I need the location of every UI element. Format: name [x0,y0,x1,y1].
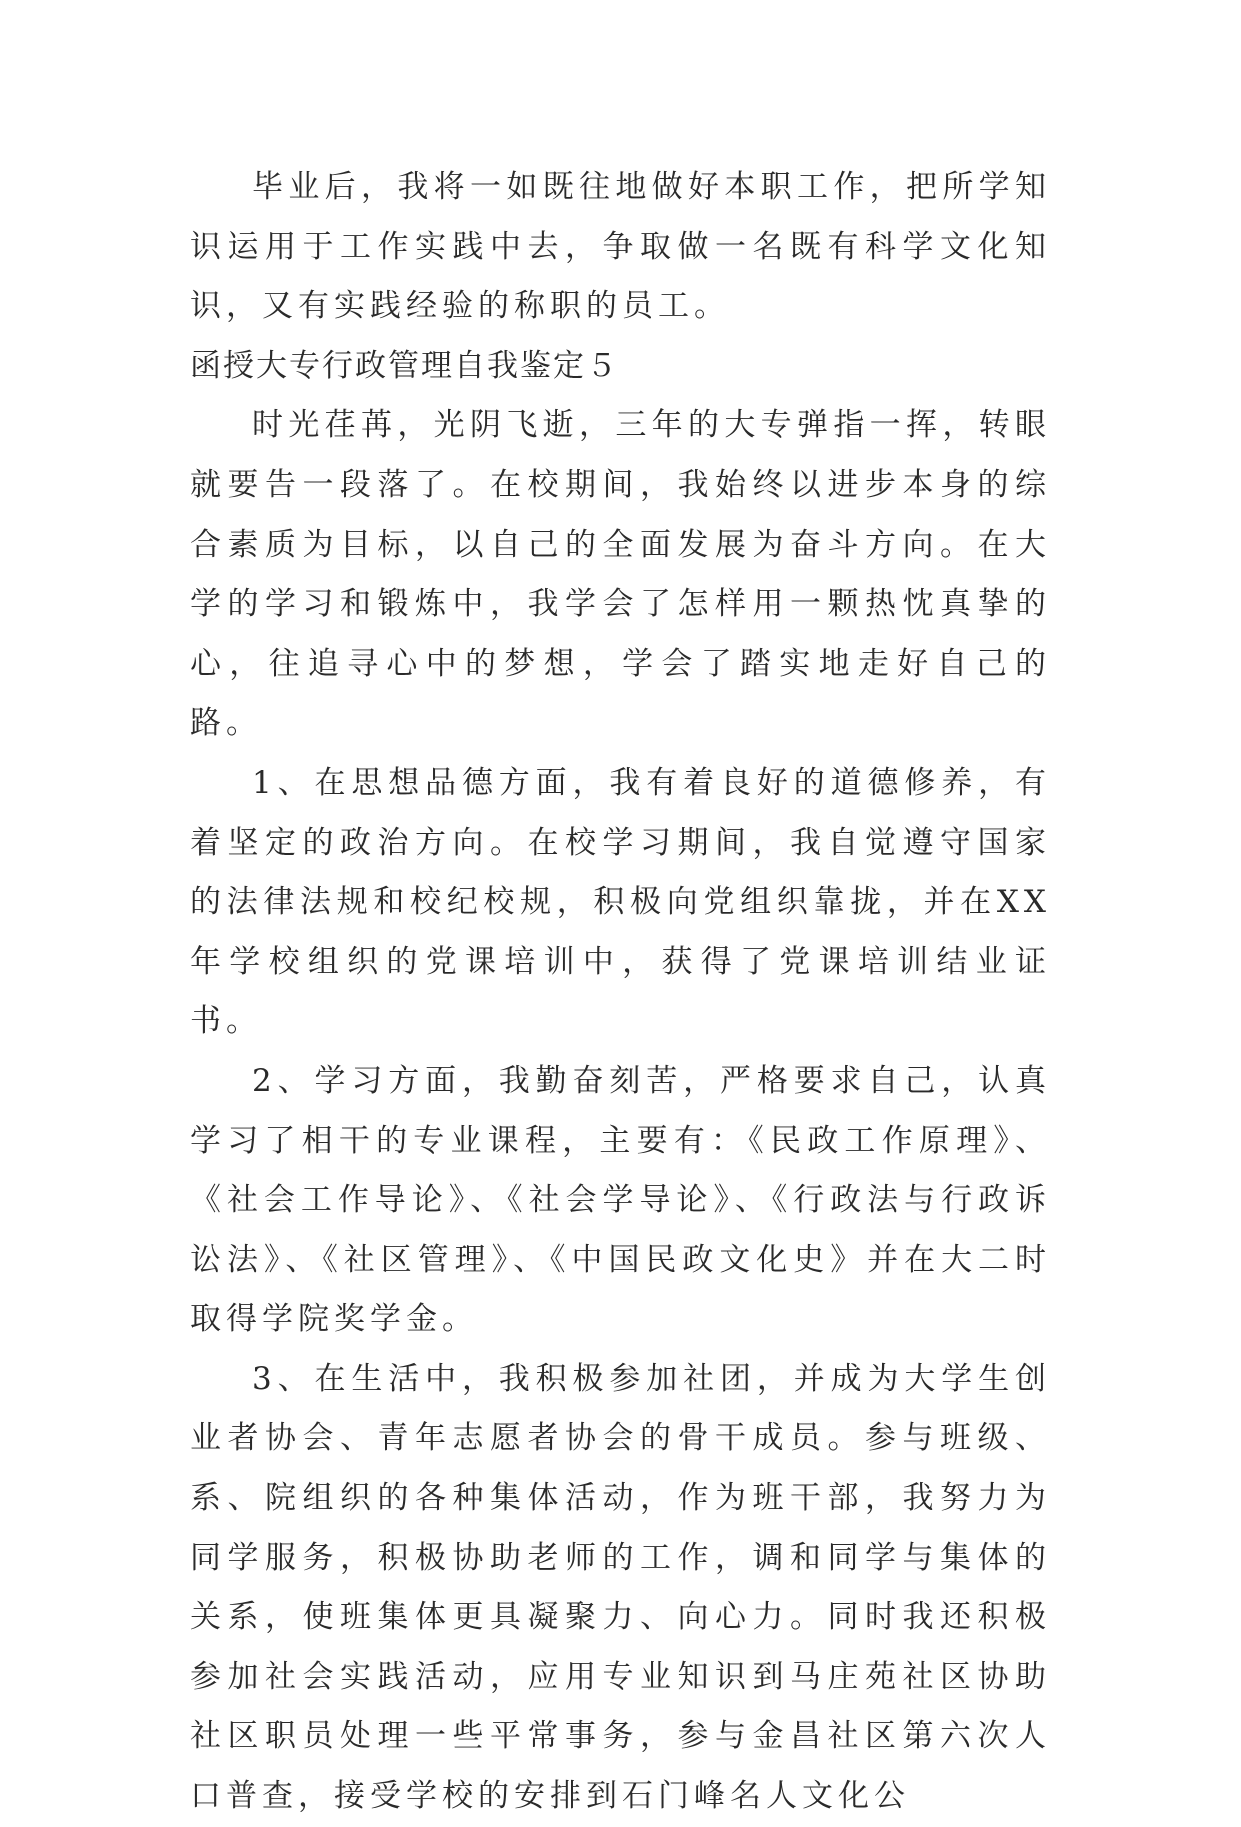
paragraph-ideology: 1、在思想品德方面，我有着良好的道德修养，有着坚定的政治方向。在校学习期间，我自觉遵守国家的法律法规和校纪校规，积极向党组织靠拢，并在XX年学校组织的党课培训中，获得了党课培训结业证书。 [190,764,1051,1040]
paragraph-life: 3、在生活中，我积极参加社团，并成为大学生创业者协会、青年志愿者协会的骨干成员。参与班级、系、院组织的各种集体活动，作为班干部，我努力为同学服务，积极协助老师的工作，调和同学与集体的关系，使班集体更具凝聚力、向心力。同时我还积极参加社会实践活动，应用专业知识到马庄苑社区协助社区职员处理一些平常事务，参与金昌社区第六次人口普查，接受学校的安排到石门峰名人文化公 [190,1360,1051,1815]
section-heading: 函授大专行政管理自我鉴定５ [190,347,619,384]
document-content [190,158,1051,1827]
paragraph-study: 2、学习方面，我勤奋刻苦，严格要求自己，认真学习了相干的专业课程，主要有：《民政工作原理》、《社会工作导论》、《社会学导论》、《行政法与行政诉讼法》、《社区管理》、《中国民政文化史》并在大二时取得学院奖学金。 [190,1062,1051,1338]
paragraph-graduation-plan: 毕业后，我将一如既往地做好本职工作，把所学知识运用于工作实践中去，争取做一名既有科学文化知识，又有实践经验的称职的员工。 [190,169,1051,325]
paragraph-intro: 时光荏苒，光阴飞逝，三年的大专弹指一挥，转眼就要告一段落了。在校期间，我始终以进步本身的综合素质为目标，以自己的全面发展为奋斗方向。在大学的学习和锻炼中，我学会了怎样用一颗热忱真挚的心，往追寻心中的梦想，学会了踏实地走好自己的路。 [190,407,1051,742]
